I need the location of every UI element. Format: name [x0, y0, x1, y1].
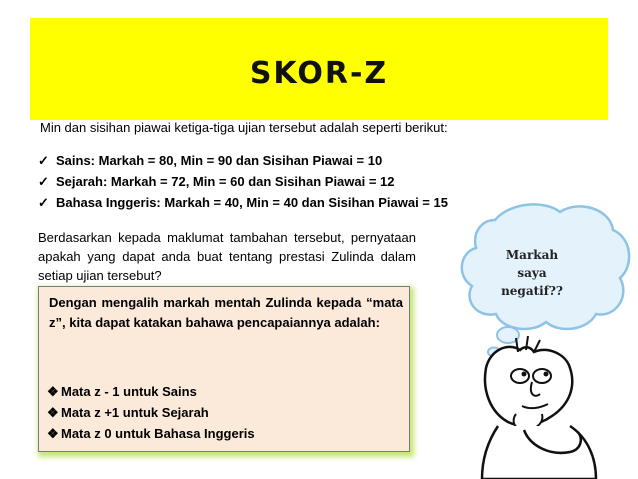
subject-item-bahasa-inggeris	[38, 192, 448, 213]
intro-text: Min dan sisihan piawai ketiga-tiga ujian tersebut adalah seperti berikut:	[40, 120, 448, 135]
diamond-bullet-icon: ❖	[47, 426, 59, 441]
check-icon: ✓	[38, 153, 49, 168]
subject-item-sains	[38, 150, 448, 171]
check-icon: ✓	[38, 195, 49, 210]
title-band	[30, 18, 608, 120]
thought-line: negatif??	[501, 284, 563, 298]
answer-box	[38, 286, 410, 452]
eye-left	[511, 369, 529, 383]
subject-item-label: Bahasa Inggeris: Markah = 40, Min = 40 dan Sisihan Piawai = 15	[56, 195, 448, 210]
subject-item-label: Sejarah: Markah = 72, Min = 60 dan Sisihan Piawai = 12	[56, 174, 395, 189]
diamond-bullet-icon: ❖	[47, 384, 59, 399]
thought-line: saya	[517, 266, 547, 280]
check-icon: ✓	[38, 174, 49, 189]
subject-list	[38, 150, 448, 213]
diamond-bullet-icon: ❖	[47, 405, 59, 420]
z-score-label: Mata z - 1 untuk Sains	[61, 384, 197, 399]
subject-item-sejarah	[38, 171, 448, 192]
z-score-label: Mata z +1 untuk Sejarah	[61, 405, 209, 420]
z-score-item	[47, 423, 255, 444]
thought-line: Markah	[505, 248, 559, 262]
thought-bubble-text	[490, 246, 574, 300]
question-text: Berdasarkan kepada maklumat tambahan tersebut, pernyataan apakah yang dapat anda buat tentang prestasi Zulinda dalam setiap ujian tersebut?	[38, 230, 416, 283]
z-score-item	[47, 381, 255, 402]
head-outline	[485, 347, 572, 425]
z-score-list	[47, 381, 255, 444]
thinking-man-illustration	[420, 200, 635, 479]
answer-paragraph: Dengan mengalih markah mentah Zulinda kepada “mata z”, kita dapat katakan bahawa pencapaiannya adalah:	[49, 295, 403, 330]
z-score-label: Mata z 0 untuk Bahasa Inggeris	[61, 426, 255, 441]
z-score-item	[47, 402, 255, 423]
slide-title: SKOR-Z	[249, 56, 389, 91]
eye-right	[533, 369, 551, 383]
subject-item-label: Sains: Markah = 80, Min = 90 dan Sisihan Piawai = 10	[56, 153, 383, 168]
